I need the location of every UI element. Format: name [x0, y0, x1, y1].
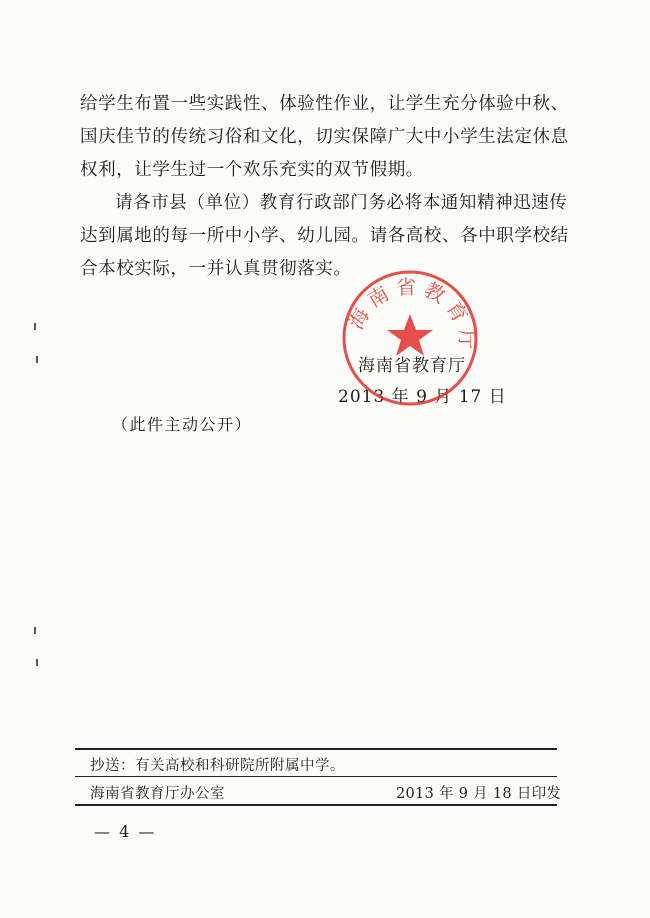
footer-middle-rule [75, 776, 557, 777]
issue-date: 2013 年 9 月 17 日 [338, 387, 507, 407]
binding-mark [34, 323, 36, 330]
binding-mark [36, 659, 38, 666]
disclosure-note: （此件主动公开） [112, 415, 253, 434]
issuing-office: 海南省教育厅办公室 [90, 786, 225, 802]
page-number: — 4 — [94, 822, 157, 841]
body-paragraph-1: 给学生布置一些实践性、体验性作业，让学生充分体验中秋、国庆佳节的传统习俗和文化，切实保障广大中小学生法定休息权利，让学生过一个欢乐充实的双节假期。 [80, 94, 569, 180]
seal-star-icon [387, 314, 433, 356]
footer-bottom-rule [75, 804, 557, 806]
svg-text:海南省教育厅: 海南省教育厅 [343, 274, 480, 356]
binding-mark [34, 627, 36, 634]
body-paragraph-2: 请各市县（单位）教育行政部门务必将本通知精神迅速传达到属地的每一所中小学、幼儿园。请各高校、各中职学校结合本校实际，一并认真贯彻落实。 [80, 193, 569, 279]
footer-top-rule [75, 748, 557, 750]
binding-mark [36, 356, 38, 363]
cc-line: 抄送：有关高校和科研院所附属中学。 [90, 758, 345, 774]
print-date: 2013 年 9 月 18 日印发 [396, 786, 562, 802]
issuer-name: 海南省教育厅 [358, 356, 466, 376]
